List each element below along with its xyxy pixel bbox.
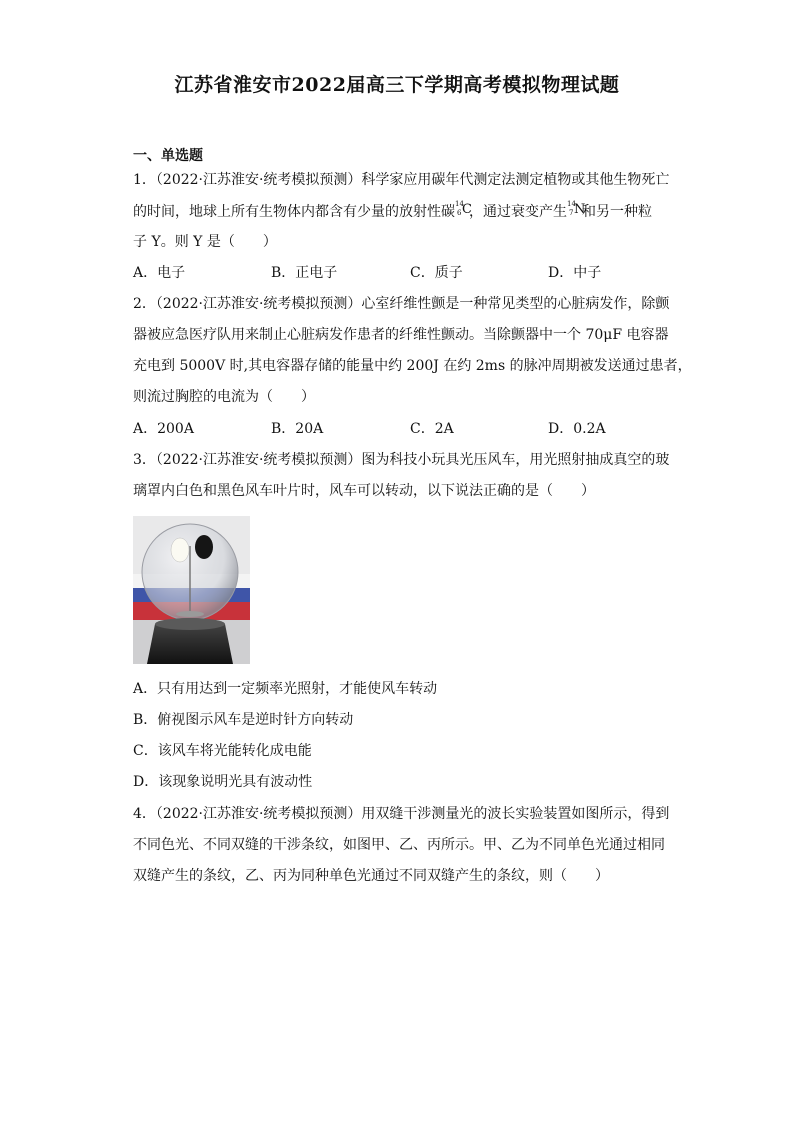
q2-option-b: B．20A bbox=[271, 421, 324, 437]
q1-line-2b: ，通过衰变产生 bbox=[469, 204, 567, 220]
q2-option-d: D．0.2A bbox=[548, 421, 606, 437]
q2-line-4: 则流过胸腔的电流为（ ） bbox=[133, 389, 315, 405]
q4-line-3: 双缝产生的条纹，乙、丙为同种单色光通过不同双缝产生的条纹，则（ ） bbox=[133, 868, 609, 884]
q3-option-a: A．只有用达到一定频率光照射，才能使风车转动 bbox=[133, 681, 438, 697]
q1-option-b: B．正电子 bbox=[271, 265, 338, 281]
nitrogen-isotope: 14 7 N bbox=[567, 200, 586, 217]
q2-line-3: 充电到 5000V 时,其电容器存储的能量中约 200J 在约 2ms 的脉冲周期被发送通过患者， bbox=[133, 358, 692, 374]
light-mill-photo bbox=[133, 516, 250, 664]
q1-option-c: C．质子 bbox=[410, 265, 463, 281]
q1-line-1: 1．（2022·江苏淮安·统考模拟预测）科学家应用碳年代测定法测定植物或其他生物死亡 bbox=[133, 172, 670, 188]
q2-line-2: 器被应急医疗队用来制止心脏病发作患者的纤维性颤动。当除颤器中一个 70μF 电容器 bbox=[133, 327, 669, 343]
q1-line-2 bbox=[133, 201, 663, 222]
q1-option-d: D．中子 bbox=[548, 265, 602, 281]
q3-option-c: C．该风车将光能转化成电能 bbox=[133, 743, 312, 759]
carbon-isotope: 14 6 C bbox=[455, 200, 472, 217]
q1-line-2c: 和另一种粒 bbox=[582, 204, 652, 220]
q2-option-c: C．2A bbox=[410, 421, 454, 437]
q2-option-a: A．200A bbox=[133, 421, 194, 437]
section-heading: 一、单选题 bbox=[133, 148, 203, 164]
q1-option-a: A．电子 bbox=[133, 265, 186, 281]
q3-line-1: 3．（2022·江苏淮安·统考模拟预测）图为科技小玩具光压风车，用光照射抽成真空的玻 bbox=[133, 452, 670, 468]
q1-line-2a: 的时间，地球上所有生物体内都含有少量的放射性碳 bbox=[133, 204, 455, 220]
q4-line-2: 不同色光、不同双缝的干涉条纹，如图甲、乙、丙所示。甲、乙为不同单色光通过相同 bbox=[133, 837, 665, 853]
q3-option-b: B．俯视图示风车是逆时针方向转动 bbox=[133, 712, 354, 728]
q3-line-2: 璃罩内白色和黑色风车叶片时，风车可以转动，以下说法正确的是（ ） bbox=[133, 483, 595, 499]
q3-option-d: D．该现象说明光具有波动性 bbox=[133, 774, 313, 790]
q1-line-3: 子 Y。则 Y 是（ ） bbox=[133, 234, 277, 250]
q2-line-1: 2．（2022·江苏淮安·统考模拟预测）心室纤维性颤是一种常见类型的心脏病发作，除颤 bbox=[133, 296, 670, 312]
q4-line-1: 4．（2022·江苏淮安·统考模拟预测）用双缝干涉测量光的波长实验装置如图所示，得到 bbox=[133, 806, 670, 822]
page-title: 江苏省淮安市2022届高三下学期高考模拟物理试题 bbox=[174, 74, 620, 96]
